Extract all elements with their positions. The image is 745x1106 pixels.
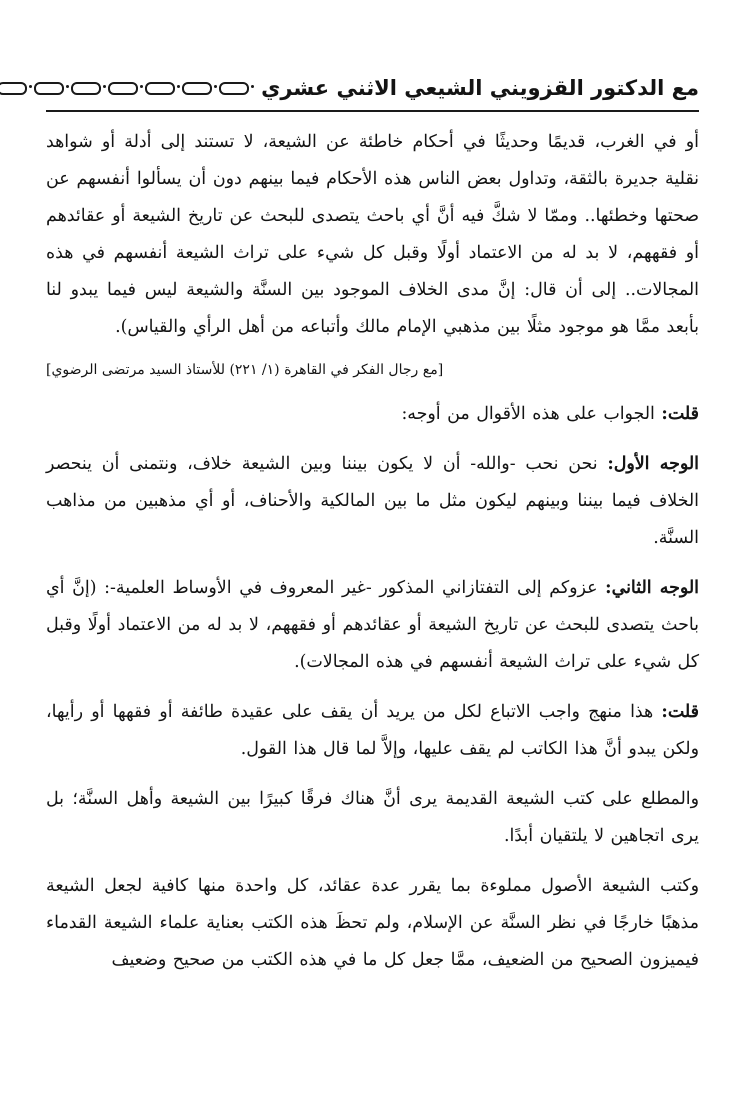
running-title: مع الدكتور القزويني الشيعي الاثني عشري — [261, 76, 699, 100]
header-ornament — [0, 82, 261, 95]
paragraph-6: والمطلع على كتب الشيعة القديمة يرى أنَّ هناك فرقًا كبيرًا بين الشيعة وأهل السنَّة؛ بل يرى اتجاهين لا يلتقيان أبدًا. — [46, 789, 699, 846]
page-header — [46, 66, 699, 112]
citation: [مع رجال الفكر في القاهرة (١/ ٢٢١) للأستاذ السيد مرتضى الرضوي] — [46, 362, 444, 378]
paragraph-5: قلت: هذا منهج واجب الاتباع لكل من يريد أن يقف على عقيدة طائفة أو فقهها أو رأيها، ولكن يبدو أنَّ هذا الكاتب لم يقف عليها، وإلاَّ لما قال هذا القول. — [46, 702, 699, 759]
paragraph-2: قلت: الجواب على هذه الأقوال من أوجه: — [401, 404, 699, 424]
paragraph-3: الوجه الأول: نحن نحب -والله- أن لا يكون بيننا وبين الشيعة خلاف، ونتمنى أن ينحصر الخلاف فيما بيننا وبينهم ليكون مثل ما بين المالكية والأحناف، أو أي مذهبين من مذاهب السنَّة. — [46, 454, 699, 548]
paragraph-7: وكتب الشيعة الأصول مملوءة بما يقرر عدة عقائد، كل واحدة منها كافية لجعل الشيعة مذهبًا خارجًا في نظر السنَّة عن الإسلام، ولم تحظَ هذه الكتب بعناية علماء الشيعة القدماء فيميزون الصحيح من الضعيف، ممَّا جعل كل ما في هذه الكتب من صحيح وضعيف — [46, 876, 699, 970]
paragraph-4: الوجه الثاني: عزوكم إلى التفتازاني المذكور -غير المعروف في الأوساط العلمية-: (إنَّ أي باحث يتصدى للبحث عن تاريخ الشيعة أو عقائدهم أو فقههم، لا بد له من الاعتماد أولًا وقبل كل شيء على تراث الشيعة أنفسهم في هذه المجالات). — [46, 578, 699, 672]
paragraph-1: أو في الغرب، قديمًا وحديثًا في أحكام خاطئة عن الشيعة، لا تستند إلى أدلة أو شواهد نقلية جديرة بالثقة، وتداول بعض الناس هذه الأحكام فيما بينهم دون أن يسألوا أنفسهم عن صحتها وخطئها.. وممّا لا شكَّ فيه أنَّ أي باحث يتصدى للبحث عن تاريخ الشيعة أو عقائدهم أو فقههم، لا بد له من الاعتماد أولًا وقبل كل شيء على تراث الشيعة أنفسهم في هذه المجالات.. إلى أن قال: إنَّ مدى الخلاف الموجود بين السنَّة والشيعة ليس فيما يبدو لنا بأبعد ممَّا هو موجود مثلًا بين مذهبي الإمام مالك وأتباعه من أهل الرأي والقياس). — [46, 132, 699, 337]
